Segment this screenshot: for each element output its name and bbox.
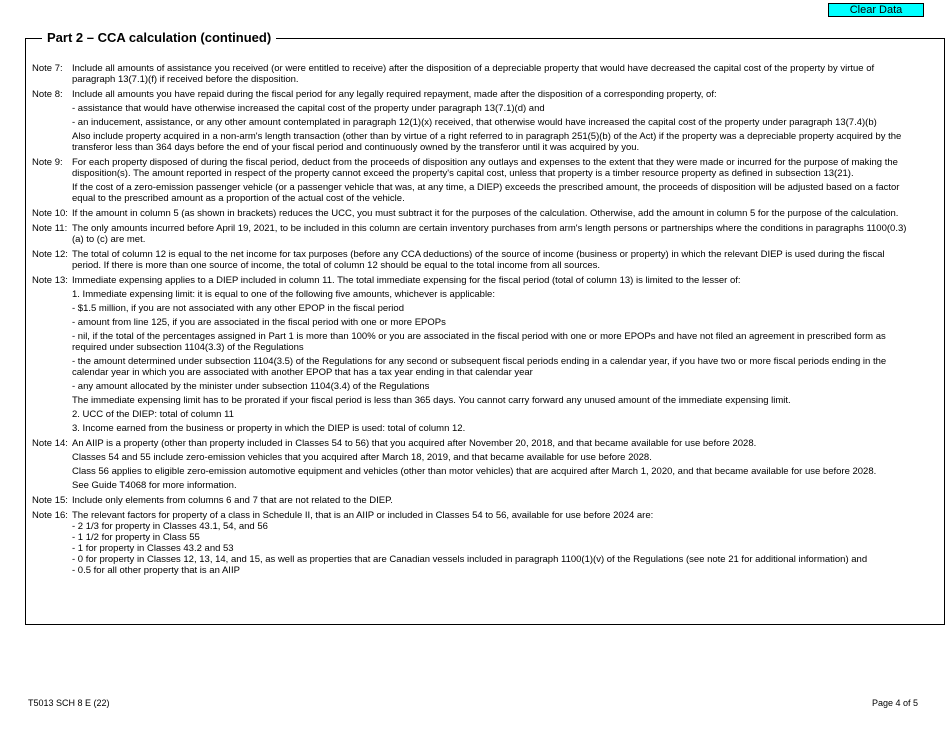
- note-label: Note 9:: [32, 157, 63, 168]
- note-14: [32, 438, 912, 491]
- note-9: [32, 157, 912, 204]
- note-item: 3. Income earned from the business or property in which the DIEP is used: total of column 12.: [72, 423, 466, 434]
- note-list: [72, 510, 912, 576]
- note-text: Classes 54 and 55 include zero-emission vehicles that you acquired after March 18, 2019, and that became available for use before 2028.: [72, 452, 652, 463]
- note-item: - any amount allocated by the minister under subsection 1104(3.4) of the Regulations: [72, 381, 430, 392]
- note-item: - nil, if the total of the percentages assigned in Part 1 is more than 100% or you are associated in the fiscal period with one or more EPOPs and have not filed an agreement in prescribed form as required under subsection 1104(3.3) of the Regulations: [72, 331, 886, 353]
- note-label: Note 14:: [32, 438, 68, 449]
- page-number: Page 4 of 5: [872, 698, 919, 708]
- note-text: The total of column 12 is equal to the net income for tax purposes (before any CCA deductions) of the source of income (business or property) in which the relevant DIEP is used during the fiscal period. If there is more than one source of income, the total of column 12 should be equal to the total income from all sources.: [72, 249, 885, 271]
- list-item: - 1 for property in Classes 43.2 and 53: [72, 543, 234, 554]
- note-item: - amount from line 125, if you are associated in the fiscal period with one or more EPOPs: [72, 317, 446, 328]
- list-item: - 1 1/2 for property in Class 55: [72, 532, 200, 543]
- note-label: Note 8:: [32, 89, 63, 100]
- note-text: For each property disposed of during the fiscal period, deduct from the proceeds of disposition any outlays and expenses to the extent that they were made or incurred for the purpose of making the disposition(s). The amount reported in respect of the property cannot exceed the property's capital cost, unless that property is a timber resource property as defined in subsection 13(21).: [72, 157, 898, 179]
- note-8: [32, 89, 912, 153]
- form-id: T5013 SCH 8 E (22): [28, 698, 110, 708]
- note-text: Also include property acquired in a non-arm's length transaction (other than by virtue of a right referred to in paragraph 251(5)(b) of the Act) if the property was a depreciable property acquired by the transferor less than 364 days before the end of your fiscal period and continuously owned by the transferor until it was acquired by you.: [72, 131, 902, 153]
- note-7: [32, 63, 912, 85]
- note-15: [32, 495, 912, 506]
- note-text: See Guide T4068 for more information.: [72, 480, 237, 491]
- clear-data-button[interactable]: Clear Data: [828, 3, 924, 17]
- note-12: [32, 249, 912, 271]
- note-label: Note 12:: [32, 249, 68, 260]
- note-text: If the amount in column 5 (as shown in brackets) reduces the UCC, you must subtract it for the purposes of the calculation. Otherwise, add the amount in column 5 for the purpose of the calculation.: [72, 208, 899, 219]
- note-item: - an inducement, assistance, or any other amount contemplated in paragraph 12(1)(x) received, that otherwise would have increased the capital cost of the property under paragraph 13(7.4)(b): [72, 117, 877, 128]
- list-item: - 0.5 for all other property that is an AIIP: [72, 565, 240, 576]
- note-label: Note 10:: [32, 208, 68, 219]
- note-text: An AIIP is a property (other than property included in Classes 54 to 56) that you acquired after November 20, 2018, and that became available for use before 2028.: [72, 438, 757, 449]
- note-text: If the cost of a zero-emission passenger vehicle (or a passenger vehicle that was, at any time, a DIEP) exceeds the prescribed amount, the proceeds of disposition will be adjusted based on a factor equal to the prescribed amount as a proportion of the actual cost of the vehicle.: [72, 182, 900, 204]
- note-label: Note 13:: [32, 275, 68, 286]
- list-item: - 0 for property in Classes 12, 13, 14, and 15, as well as properties that are Canadian vessels included in paragraph 1100(1)(v) of the Regulations (see note 21 for additional information) and: [72, 554, 868, 565]
- note-text: The only amounts incurred before April 19, 2021, to be included in this column are certain inventory purchases from arm's length persons or partnerships where the conditions in paragraphs 1100(0.3)(a) to (c) are met.: [72, 223, 907, 245]
- note-item: 1. Immediate expensing limit: it is equal to one of the following five amounts, whichever is applicable:: [72, 289, 495, 300]
- note-11: [32, 223, 912, 245]
- part-title: Part 2 – CCA calculation (continued): [42, 30, 276, 46]
- note-label: Note 16:: [32, 510, 68, 521]
- note-text: Include all amounts you have repaid during the fiscal period for any legally required repayment, made after the disposition of a corresponding property, of:: [72, 89, 717, 100]
- note-item: - the amount determined under subsection 1104(3.5) of the Regulations for any second or subsequent fiscal periods ending in a calendar year, if you have two or more fiscal periods ending in the calendar year in which you are associated with another EPOP that has a tax year ending in that calendar year: [72, 356, 887, 378]
- note-label: Note 11:: [32, 223, 68, 234]
- note-16: [32, 510, 912, 576]
- note-text: Class 56 applies to eligible zero-emission automotive equipment and vehicles (other than motor vehicles) that are acquired after March 1, 2020, and that became available for use before 2028.: [72, 466, 877, 477]
- list-item: - 2 1/3 for property in Classes 43.1, 54, and 56: [72, 521, 268, 532]
- note-10: [32, 208, 912, 219]
- note-text: Immediate expensing applies to a DIEP included in column 11. The total immediate expensing for the fiscal period (total of column 13) is limited to the lesser of:: [72, 275, 741, 286]
- note-13: [32, 275, 912, 434]
- note-item: 2. UCC of the DIEP: total of column 11: [72, 409, 234, 420]
- note-label: Note 15:: [32, 495, 68, 506]
- notes-section: [32, 63, 912, 580]
- note-text: The immediate expensing limit has to be prorated if your fiscal period is less than 365 days. You cannot carry forward any unused amount of the immediate expensing limit.: [72, 395, 791, 406]
- note-label: Note 7:: [32, 63, 63, 74]
- note-text: Include only elements from columns 6 and 7 that are not related to the DIEP.: [72, 495, 393, 506]
- note-item: - $1.5 million, if you are not associated with any other EPOP in the fiscal period: [72, 303, 404, 314]
- list-item: The relevant factors for property of a class in Schedule II, that is an AIIP or included in Classes 54 to 56, available for use before 2024 are:: [72, 510, 654, 521]
- note-item: - assistance that would have otherwise increased the capital cost of the property under paragraph 13(7.1)(d) and: [72, 103, 545, 114]
- note-text: Include all amounts of assistance you received (or were entitled to receive) after the disposition of a depreciable property that would have decreased the capital cost of the property by virtue of paragraph 13(7.1)(f) if received before the disposition.: [72, 63, 875, 85]
